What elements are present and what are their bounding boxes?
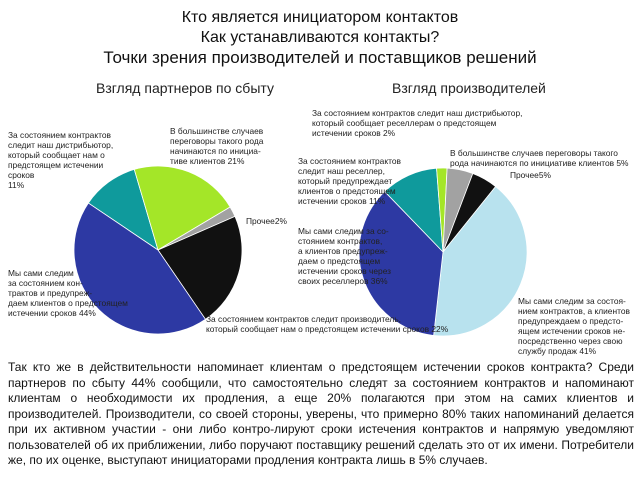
- left-chart-title: Взгляд партнеров по сбыту: [96, 80, 274, 96]
- right-label-clients: В большинстве случаев переговоры такого рода начинаются по инициативе клиентов 5%: [450, 148, 629, 168]
- title-line-2: Как устанавливаются контакты?: [200, 29, 440, 46]
- body-paragraph: Так кто же в действительности напоминает клиентам о предстоящем истечении сроков контракта? Среди партнеров по сбыту 44% сообщили, что самостоятельно следят за состоянием контрактов и напоминают клиентам о необходимости их продления, а еще 20% полагаются при этом на самих клиентов и производителей. Производители, со своей стороны, уверены, что примерно 80% таких напоминаний делается при их активном участии - они либо контро-лируют сроки истечения контрактов и напрямую уведомляют пользователей об их приближении, либо поручают поставщику решений сделать это от их имени. Потребители же, по их оценке, выступают инициаторами продления контракта лишь в 5% случаев.: [8, 360, 634, 467]
- right-label-direct-sales: Мы сами следим за состоя- нием контрактов, а клиентов предупреждаем о предсто- ящем истечении сроков не- посредственно через свою службу продаж 41%: [518, 296, 630, 356]
- left-label-clients: В большинстве случаев переговоры такого рода начинаются по инициа- тиве клиентов 21%: [170, 126, 264, 166]
- right-label-via-resellers: Мы сами следим за со- стоянием контрактов, а клиентов предупреж- даем о предстоящем истечении сроков через своих реселлеров 36%: [298, 226, 392, 286]
- left-label-manufacturer: За состоянием контрактов следит производитель, который сообщает нам о предстоящем истечении сроков 22%: [206, 314, 449, 334]
- title-line-3: Точки зрения производителей и поставщиков решений: [103, 48, 537, 67]
- title-line-1: Кто является инициатором контактов: [181, 9, 459, 26]
- right-label-other: Прочее5%: [510, 170, 551, 180]
- left-label-other: Прочее2%: [246, 216, 287, 226]
- right-label-distributor: За состоянием контрактов следит наш дистрибьютор, который сообщает реселлерам о предстоящем истечении сроков 2%: [312, 108, 523, 138]
- right-chart-title: Взгляд производителей: [392, 80, 546, 96]
- left-label-distributor: За состоянием контрактов следит наш дистрибьютор, который сообщает нам о предстоящем истечении сроков 11%: [8, 130, 114, 190]
- left-label-ourselves: Мы сами следим за состоянием кон- трактов и предупреж- даем клиентов о предстоящем истечении сроков 44%: [8, 268, 128, 318]
- right-label-reseller: За состоянием контрактов следит наш реселлер, который предупреждает клиентов о предстоящем истечении сроков 11%: [298, 156, 401, 206]
